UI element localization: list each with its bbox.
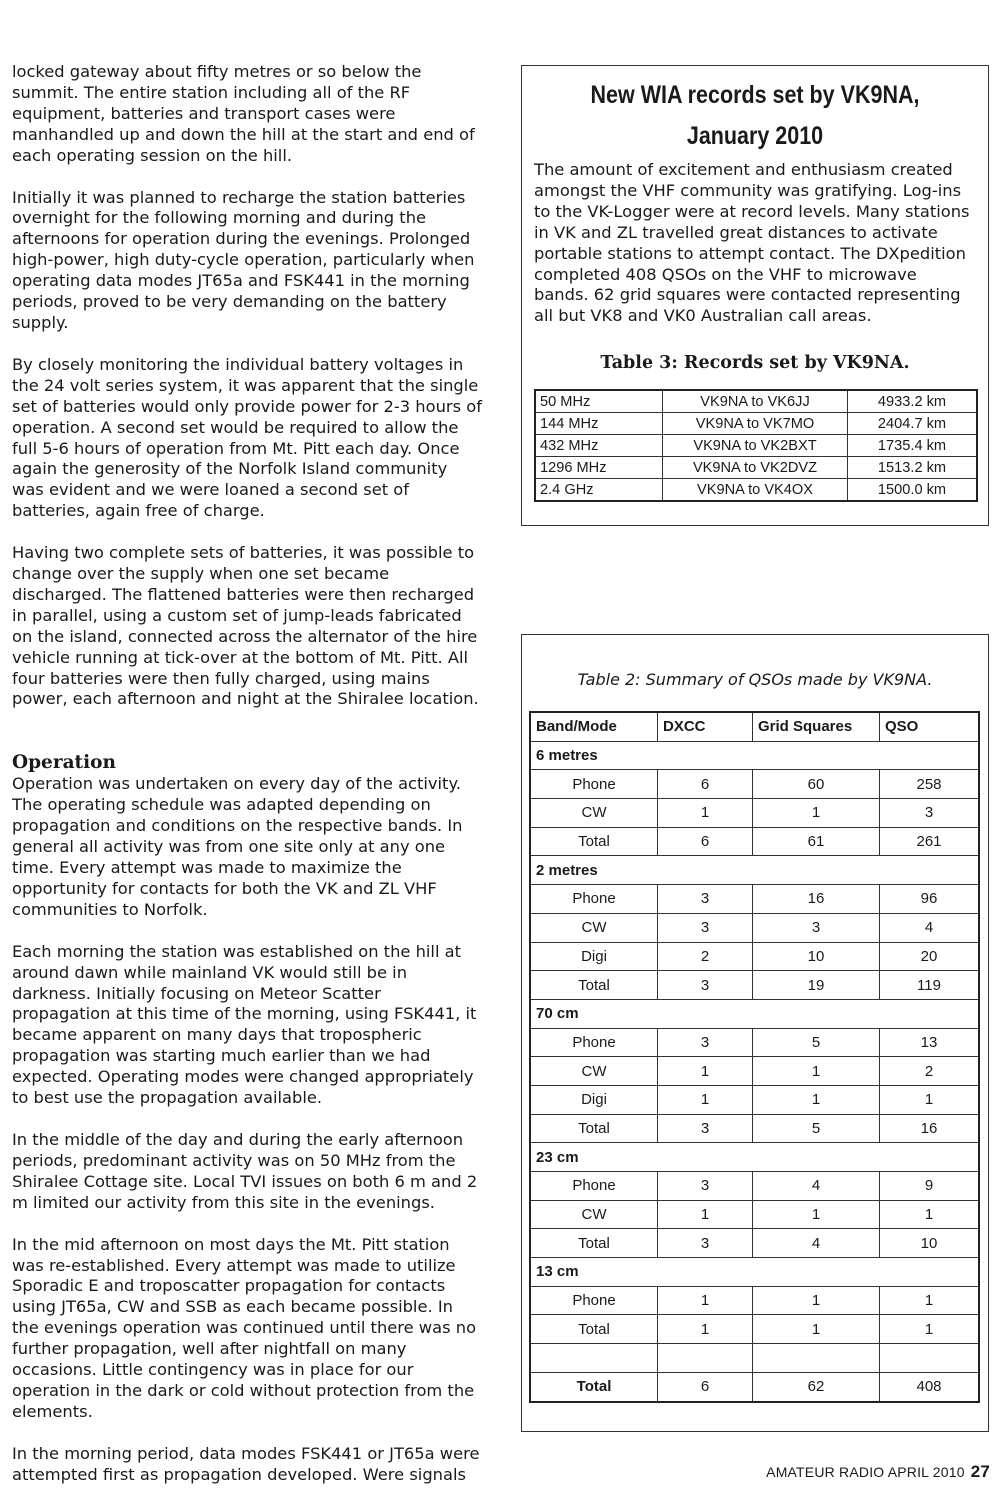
footer-publication: AMATEUR RADIO APRIL 2010: [766, 1464, 965, 1480]
band-name: 23 cm: [530, 1143, 979, 1172]
mode-cell: CW: [530, 1200, 658, 1229]
grid-cell: 60: [753, 770, 880, 799]
mode-cell: Phone: [530, 1028, 658, 1057]
mode-cell: Phone: [530, 885, 658, 914]
records-table: [534, 389, 978, 502]
table-row: [530, 885, 979, 914]
empty-cell: [753, 1344, 880, 1373]
grid-cell: 4: [753, 1229, 880, 1258]
mode-cell: Total: [530, 1229, 658, 1258]
qso-cell: 20: [880, 942, 980, 971]
mode-cell: Phone: [530, 1286, 658, 1315]
qso-cell: 2: [880, 1057, 980, 1086]
dxcc-cell: 3: [658, 1172, 753, 1201]
qso-cell: 258: [880, 770, 980, 799]
band-row: [530, 741, 979, 770]
record-band: 432 MHz: [535, 435, 663, 457]
band-name: 13 cm: [530, 1258, 979, 1287]
grand-total-dxcc: 6: [658, 1372, 753, 1401]
table-row: [530, 1200, 979, 1229]
mode-cell: Phone: [530, 1172, 658, 1201]
table-row: [530, 827, 979, 856]
qso-cell: 96: [880, 885, 980, 914]
mode-cell: CW: [530, 913, 658, 942]
column-header: QSO: [880, 712, 980, 741]
dxcc-cell: 6: [658, 770, 753, 799]
band-row: [530, 1258, 979, 1287]
qso-cell: 119: [880, 971, 980, 1000]
mode-cell: Total: [530, 1315, 658, 1344]
grid-cell: 4: [753, 1172, 880, 1201]
record-path: VK9NA to VK2BXT: [663, 435, 848, 457]
table-row: [535, 390, 977, 413]
qso-cell: 10: [880, 1229, 980, 1258]
qso-cell: 1: [880, 1085, 980, 1114]
grid-cell: 1: [753, 1315, 880, 1344]
grand-total-label: Total: [530, 1372, 658, 1401]
qso-cell: 13: [880, 1028, 980, 1057]
dxcc-cell: 3: [658, 1114, 753, 1143]
paragraph: locked gateway about fifty metres or so below the summit. The entire station including all of the RF equipment, batteries and transport cases were manhandled up and down the hill at the start and end of each operating session on the hill.: [12, 62, 475, 165]
dxcc-cell: 3: [658, 971, 753, 1000]
table-row: [530, 1114, 979, 1143]
summary-box: [521, 634, 989, 1432]
column-header: Band/Mode: [530, 712, 658, 741]
grand-total-row: [530, 1372, 979, 1401]
record-path: VK9NA to VK7MO: [663, 413, 848, 435]
dxcc-cell: 3: [658, 1028, 753, 1057]
empty-cell: [530, 1344, 658, 1373]
page-number: 27: [970, 1462, 990, 1481]
table-header-row: [530, 712, 979, 741]
grid-cell: 1: [753, 1200, 880, 1229]
records-box-title-line2: January 2010: [686, 122, 824, 150]
qso-cell: 1: [880, 1200, 980, 1229]
grand-total-qso: 408: [880, 1372, 980, 1401]
paragraphs-before: [12, 62, 484, 710]
paragraph: Having two complete sets of batteries, it was possible to change over the supply when one set became discharged. The flattened batteries were then recharged in parallel, using a custom set of jump-leads fabricated on the island, connected across the alternator of the hire vehicle running at tick-over at the bottom of Mt. Pitt. All four batteries were then fully charged, using mains power, each afternoon and night at the Shiralee location.: [12, 543, 479, 709]
record-distance: 1513.2 km: [848, 457, 978, 479]
qso-cell: 261: [880, 827, 980, 856]
records-box-text: The amount of excitement and enthusiasm created amongst the VHF community was gratifying. Log-ins to the VK-Logger were at record levels. Many stations in VK and ZL travelled great distances to activate portable stations to attempt contact. The DXpedition completed 408 QSOs on the VHF to microwave bands. 62 grid squares were contacted representing all but VK8 and VK0 Australian call areas.: [534, 160, 970, 326]
paragraphs-after: [12, 774, 484, 1485]
dxcc-cell: 1: [658, 1085, 753, 1114]
record-band: 144 MHz: [535, 413, 663, 435]
mode-cell: Total: [530, 827, 658, 856]
record-distance: 1735.4 km: [848, 435, 978, 457]
column-header: DXCC: [658, 712, 753, 741]
table-row: [530, 913, 979, 942]
mode-cell: CW: [530, 1057, 658, 1086]
grid-cell: 1: [753, 1286, 880, 1315]
grid-cell: 16: [753, 885, 880, 914]
records-box-title-line1: New WIA records set by VK9NA,: [590, 81, 920, 109]
qso-cell: 3: [880, 799, 980, 828]
dxcc-cell: 1: [658, 799, 753, 828]
grid-cell: 5: [753, 1028, 880, 1057]
record-band: 1296 MHz: [535, 457, 663, 479]
grid-cell: 1: [753, 1085, 880, 1114]
qso-cell: 16: [880, 1114, 980, 1143]
table-row: [530, 1057, 979, 1086]
mode-cell: Digi: [530, 1085, 658, 1114]
band-row: [530, 1143, 979, 1172]
dxcc-cell: 3: [658, 913, 753, 942]
paragraph: In the morning period, data modes FSK441 or JT65a were attempted first as propagation developed. Were signals: [12, 1443, 480, 1484]
page-footer: [766, 1462, 990, 1482]
section-heading-operation: Operation: [12, 752, 116, 774]
grand-total-grid: 62: [753, 1372, 880, 1401]
record-distance: 4933.2 km: [848, 390, 978, 413]
table-row: [530, 799, 979, 828]
grid-cell: 3: [753, 913, 880, 942]
paragraph: In the middle of the day and during the early afternoon periods, predominant activity was on 50 MHz from the Shiralee Cottage site. Local TVI issues on both 6 m and 2 m limited our activity from this site in the evenings.: [12, 1129, 478, 1212]
band-name: 6 metres: [530, 741, 979, 770]
mode-cell: Phone: [530, 770, 658, 799]
record-path: VK9NA to VK2DVZ: [663, 457, 848, 479]
grid-cell: 1: [753, 799, 880, 828]
dxcc-cell: 6: [658, 827, 753, 856]
table-row: [530, 971, 979, 1000]
table-row: [535, 479, 977, 502]
qso-cell: 9: [880, 1172, 980, 1201]
band-row: [530, 856, 979, 885]
mode-cell: Total: [530, 971, 658, 1000]
table-row: [530, 1028, 979, 1057]
empty-cell: [880, 1344, 980, 1373]
mode-cell: Total: [530, 1114, 658, 1143]
records-sidebar-box: [521, 65, 989, 526]
grid-cell: 10: [753, 942, 880, 971]
dxcc-cell: 1: [658, 1315, 753, 1344]
table-row: [530, 1315, 979, 1344]
band-name: 2 metres: [530, 856, 979, 885]
paragraph: Each morning the station was established on the hill at around dawn while mainland VK would still be in darkness. Initially focusing on Meteor Scatter propagation at this time of the morning, using FSK441, it became apparent on many days that tropospheric propagation was starting much earlier than we had expected. Operating modes were changed appropriately to best use the propagation available.: [12, 941, 477, 1108]
record-distance: 2404.7 km: [848, 413, 978, 435]
grid-cell: 1: [753, 1057, 880, 1086]
mode-cell: CW: [530, 799, 658, 828]
paragraph: In the mid afternoon on most days the Mt. Pitt station was re-established. Every attempt was made to utilize Sporadic E and troposcatter propagation for contacts using JT65a, CW and SSB as each became possible. In the evenings operation was continued until there was no further propagation, well after nightfall on many occasions. Little contingency was in place for our operation in the dark or cold without protection from the elements.: [12, 1234, 477, 1421]
record-path: VK9NA to VK4OX: [663, 479, 848, 502]
grid-cell: 61: [753, 827, 880, 856]
dxcc-cell: 3: [658, 1229, 753, 1258]
dxcc-cell: 1: [658, 1200, 753, 1229]
column-header: Grid Squares: [753, 712, 880, 741]
empty-cell: [658, 1344, 753, 1373]
table-row: [535, 413, 977, 435]
records-table-title: Table 3: Records set by VK9NA.: [600, 353, 910, 374]
qso-cell: 1: [880, 1286, 980, 1315]
summary-table: [529, 711, 980, 1403]
grid-cell: 5: [753, 1114, 880, 1143]
qso-cell: 4: [880, 913, 980, 942]
table-row: [530, 1286, 979, 1315]
record-distance: 1500.0 km: [848, 479, 978, 502]
table-row: [530, 1172, 979, 1201]
empty-row: [530, 1344, 979, 1373]
summary-table-caption: Table 2: Summary of QSOs made by VK9NA.: [577, 670, 933, 689]
dxcc-cell: 1: [658, 1057, 753, 1086]
mode-cell: Digi: [530, 942, 658, 971]
table-row: [535, 435, 977, 457]
table-row: [535, 457, 977, 479]
table-row: [530, 942, 979, 971]
grid-cell: 19: [753, 971, 880, 1000]
record-path: VK9NA to VK6JJ: [663, 390, 848, 413]
table-row: [530, 770, 979, 799]
dxcc-cell: 2: [658, 942, 753, 971]
dxcc-cell: 1: [658, 1286, 753, 1315]
article-left-column: [12, 62, 484, 1507]
band-name: 70 cm: [530, 999, 979, 1028]
paragraph: By closely monitoring the individual battery voltages in the 24 volt series system, it was apparent that the single set of batteries would only provide power for 2-3 hours of operation. A second set would be required to allow the full 5-6 hours of operation from Mt. Pitt each day. Once again the generosity of the Norfolk Island community was evident and we were loaned a second set of batteries, again free of charge.: [12, 354, 482, 521]
band-row: [530, 999, 979, 1028]
paragraph: Operation was undertaken on every day of the activity. The operating schedule was adapted depending on propagation and conditions on the respective bands. In general all activity was from one site only at any one time. Every attempt was made to maximize the opportunity for contacts for both the VK and ZL VHF communities to Norfolk.: [12, 774, 463, 919]
table-row: [530, 1085, 979, 1114]
dxcc-cell: 3: [658, 885, 753, 914]
record-band: 50 MHz: [535, 390, 663, 413]
record-band: 2.4 GHz: [535, 479, 663, 502]
table-row: [530, 1229, 979, 1258]
paragraph: Initially it was planned to recharge the station batteries overnight for the following morning and during the afternoons for operation during the evenings. Prolonged high-power, high duty-cycle operation, particularly when operating data modes JT65a and FSK441 in the morning periods, proved to be very demanding on the battery supply.: [12, 187, 475, 332]
qso-cell: 1: [880, 1315, 980, 1344]
